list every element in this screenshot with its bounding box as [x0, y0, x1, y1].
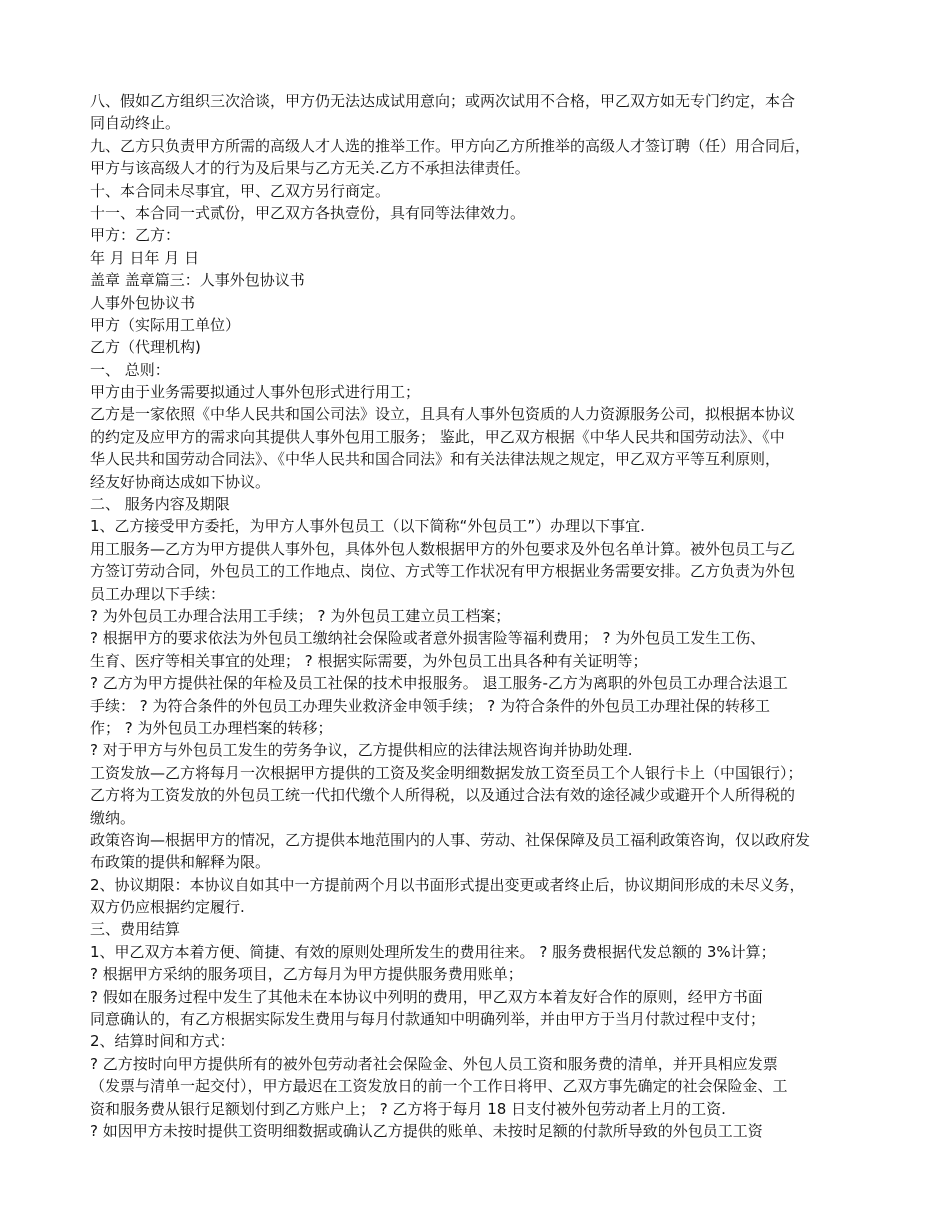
document-line: 甲方（实际用工单位） [90, 315, 241, 334]
document-line: 盖章 盖章篇三：人事外包协议书 [90, 271, 305, 290]
document-line: 工资发放—乙方将每月一次根据甲方提供的工资及奖金明细数据发放工资至员工个人银行卡上（中国银行）； [90, 763, 803, 782]
document-line: ? 如因甲方未按时提供工资明细数据或确认乙方提供的账单、未按时足额的付款所导致的外包员工工资 [90, 1121, 763, 1140]
document-line: 员工办理以下手续： [90, 584, 226, 603]
document-line: 作； ? 为外包员工办理档案的转移； [90, 718, 333, 737]
document-line: 华人民共和国劳动合同法》、《中华人民共和国合同法》和有关法律法规之规定，甲乙双方平等互利原则， [90, 450, 781, 469]
document-line: 九、乙方只负责甲方所需的高级人才人选的推举工作。甲方向乙方所推举的高级人才签订聘（任）用合同后， [90, 136, 811, 155]
document-line: 资和服务费从银行足额划付到乙方账户上； ? 乙方将于每月 18 日支付被外包劳动者上月的工资. [90, 1099, 726, 1118]
document-line: 布政策的提供和解释为限。 [90, 853, 271, 872]
document-line: ? 为外包员工办理合法用工手续； ? 为外包员工建立员工档案； [90, 606, 511, 625]
document-line: 同自动终止。 [90, 114, 181, 133]
document-line: 年 月 日年 月 日 [90, 248, 200, 267]
document-line: ? 假如在服务过程中发生了其他未在本协议中列明的费用，甲乙双方本着友好合作的原则，经甲方书面 [90, 987, 763, 1006]
document-line: 甲方：乙方： [90, 226, 181, 245]
document-line: ? 根据甲方的要求依法为外包员工缴纳社会保险或者意外损害险等福利费用； ? 为外包员工发生工伤、 [90, 629, 766, 648]
document-line: ? 乙方为甲方提供社保的年检及员工社保的技术申报服务。 退工服务-乙方为离职的外包员工办理合法退工 [90, 674, 788, 693]
document-line: 乙方是一家依照《中华人民共和国公司法》设立，且具有人事外包资质的人力资源服务公司，拟根据本协议 [90, 405, 796, 424]
document-line: 人事外包协议书 [90, 293, 196, 312]
document-line: 方签订劳动合同，外包员工的工作地点、岗位、方式等工作状况有甲方根据业务需要安排。乙方负责为外包 [90, 562, 796, 581]
document-line: 2、协议期限：本协议自如其中一方提前两个月以书面形式提出变更或者终止后，协议期间形成的未尽义务， [90, 875, 805, 894]
document-line: 用工服务—乙方为甲方提供人事外包，具体外包人数根据甲方的外包要求及外包名单计算。被外包员工与乙 [90, 539, 796, 558]
document-line: 十、本合同未尽事宜，甲、乙双方另行商定。 [90, 181, 391, 200]
document-page [90, 90, 870, 1142]
document-line: 手续： ? 为符合条件的外包员工办理失业救济金申领手续； ? 为符合条件的外包员工办理社保的转移工 [90, 696, 770, 715]
document-line: 双方仍应根据约定履行. [90, 898, 245, 917]
document-line: ? 根据甲方采纳的服务项目，乙方每月为甲方提供服务费用账单； [90, 965, 523, 984]
document-line: 甲方与该高级人才的行为及后果与乙方无关.乙方不承担法律责任。 [90, 159, 530, 178]
document-line: 的约定及应甲方的需求向其提供人事外包用工服务； 鉴此，甲乙双方根据《中华人民共和国劳动法》、《中 [90, 427, 785, 446]
document-line: ? 对于甲方与外包员工发生的劳务争议，乙方提供相应的法律法规咨询并协助处理. [90, 741, 633, 760]
document-line: 乙方（代理机构) [90, 338, 201, 357]
document-line: （发票与清单一起交付），甲方最迟在工资发放日的前一个工作日将甲、乙双方事先确定的社会保险金、工 [90, 1077, 788, 1096]
document-line: 1、甲乙双方本着方便、简捷、有效的原则处理所发生的费用往来。 ? 服务费根据代发总额的 3%计算； [90, 942, 776, 961]
document-line: 乙方将为工资发放的外包员工统一代扣代缴个人所得税，以及通过合法有效的途径减少或避开个人所得税的 [90, 786, 796, 805]
document-line: ? 乙方按时向甲方提供所有的被外包劳动者社会保险金、外包人员工资和服务费的清单，并开具相应发票 [90, 1054, 778, 1073]
document-line: 政策咨询—根据甲方的情况，乙方提供本地范围内的人事、劳动、社保保障及员工福利政策咨询，仅以政府发 [90, 830, 811, 849]
document-line: 生育、医疗等相关事宜的处理； ? 根据实际需要，为外包员工出具各种有关证明等； [90, 651, 648, 670]
document-line: 二、 服务内容及期限 [90, 495, 230, 514]
document-line: 三、费用结算 [90, 920, 181, 939]
document-line: 同意确认的，有乙方根据实际发生费用与每月付款通知中明确列举，并由甲方于当月付款过程中支付； [90, 1010, 766, 1029]
document-line: 2、结算时间和方式： [90, 1032, 235, 1051]
document-line: 一、 总则： [90, 360, 170, 379]
document-line: 八、假如乙方组织三次洽谈，甲方仍无法达成试用意向；或两次试用不合格，甲乙双方如无专门约定，本合 [90, 92, 796, 110]
document-line: 1、乙方接受甲方委托，为甲方人事外包员工（以下简称“外包员工”）办理以下事宜. [90, 517, 645, 536]
document-line: 甲方由于业务需要拟通过人事外包形式进行用工； [90, 383, 421, 402]
document-line: 缴纳。 [90, 808, 136, 827]
document-line: 经友好协商达成如下协议。 [90, 472, 271, 491]
document-line: 十一、本合同一式贰份，甲乙双方各执壹份，具有同等法律效力。 [90, 203, 526, 222]
